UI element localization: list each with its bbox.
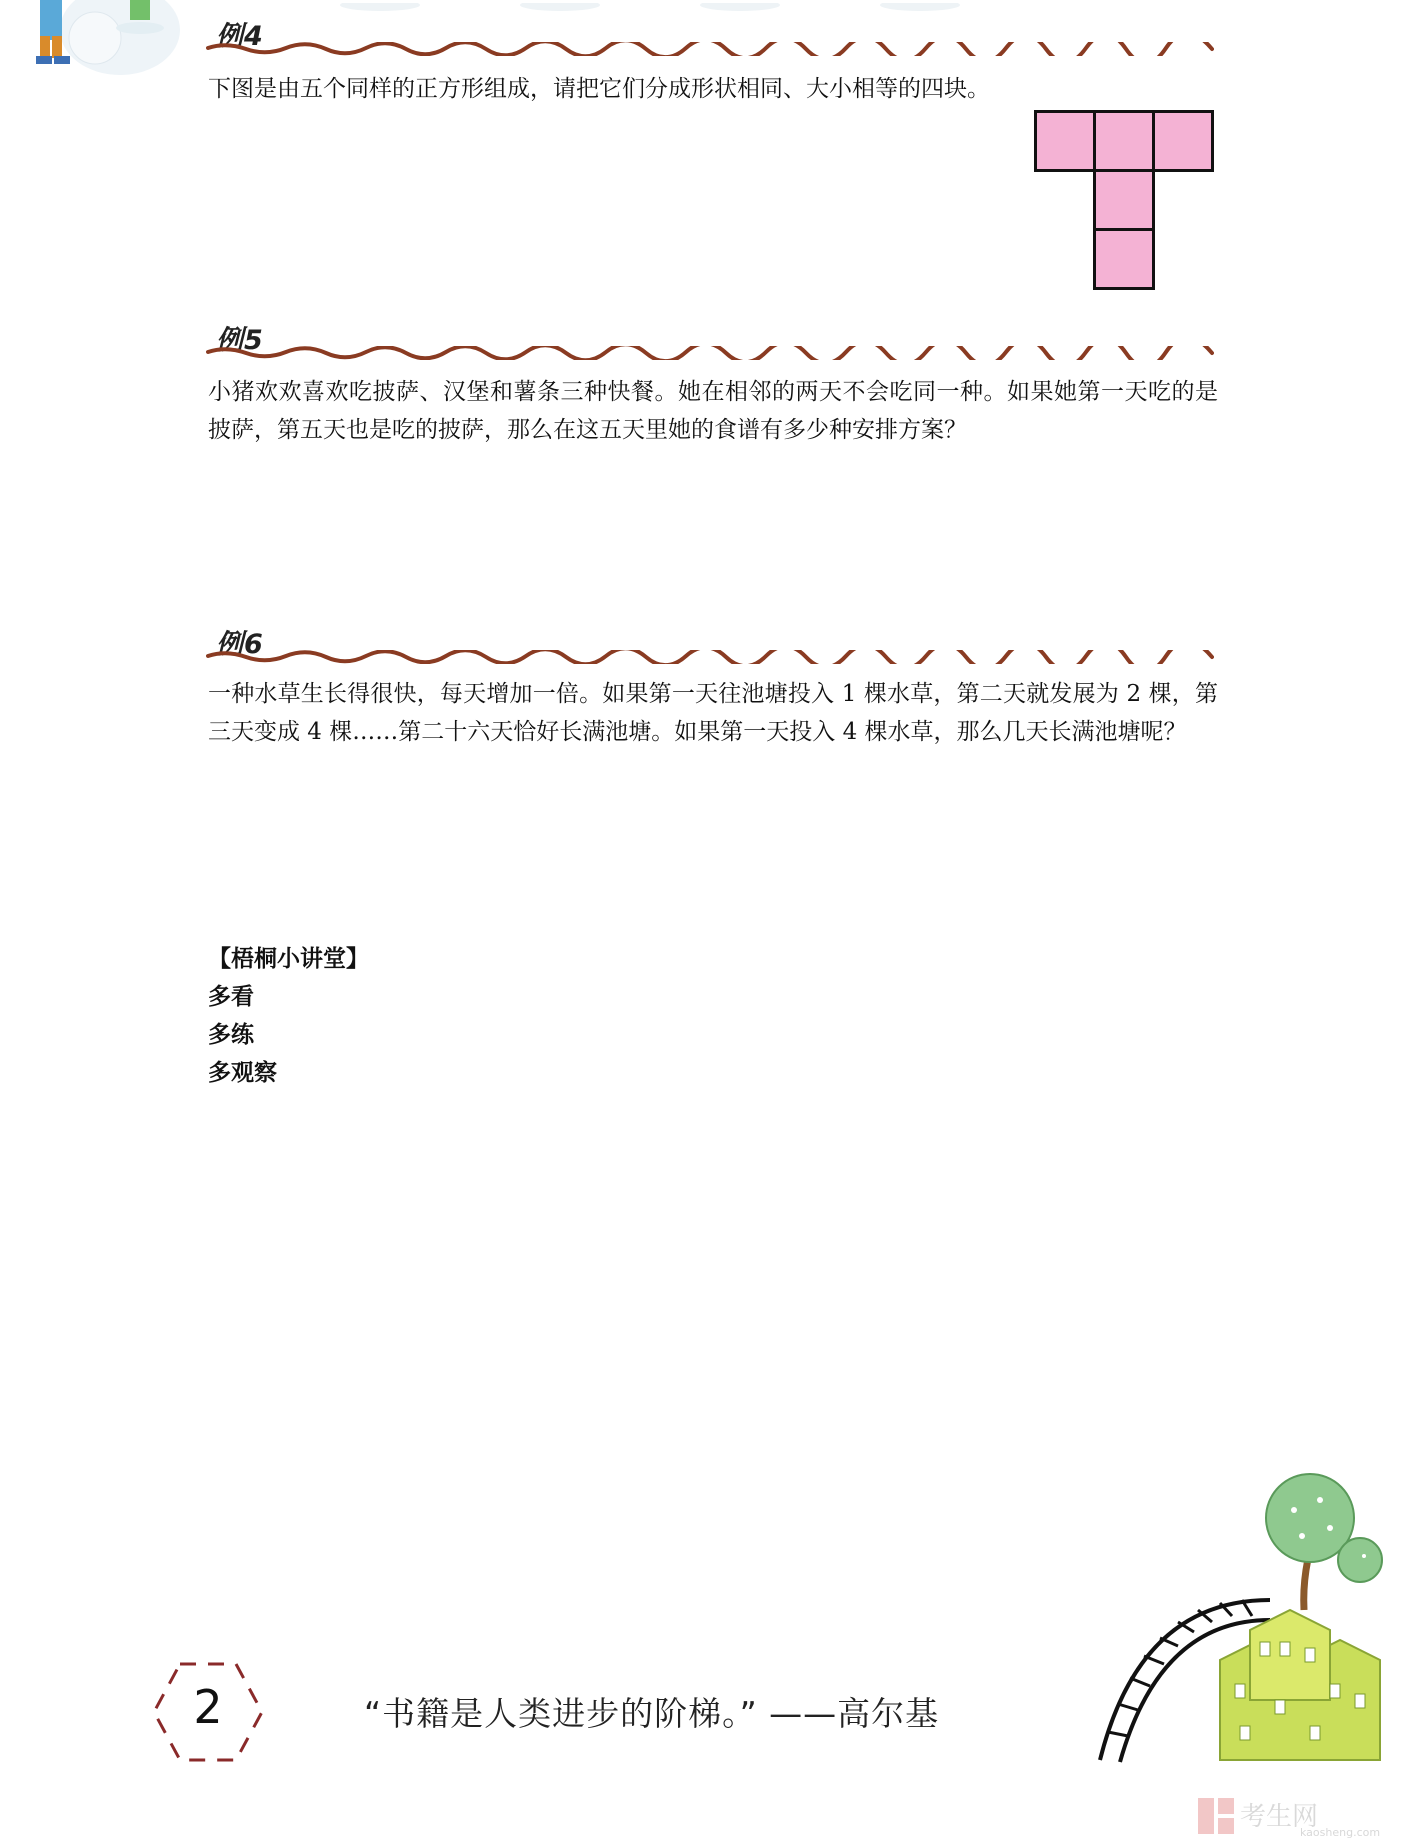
example-6-tag: 例6	[216, 629, 264, 660]
tips-title: 【梧桐小讲堂】	[208, 946, 369, 972]
watermark-logo-icon	[1198, 1798, 1236, 1834]
footer-quote: “书籍是人类进步的阶梯。” ——高尔基	[364, 1694, 940, 1733]
example-5-rule	[206, 346, 1214, 360]
tips-line: 多观察	[208, 1060, 277, 1086]
example-4-rule	[206, 42, 1214, 56]
tips-line: 多练	[208, 1022, 254, 1048]
example-6-text: 一种水草生长得很快，每天增加一倍。如果第一天往池塘投入 1 棵水草，第二天就发展为 2 棵，第三天变成 4 棵……第二十六天恰好长满池塘。如果第一天投入 4 棵水草，那么几天长满池塘呢？	[208, 681, 1218, 745]
tips-line: 多看	[208, 984, 254, 1010]
top-banner-decoration	[330, 0, 970, 12]
watermark-subtext: kaosheng.com	[1300, 1826, 1381, 1839]
page-number: 2	[193, 1680, 223, 1734]
t-shape-figure	[1034, 110, 1214, 290]
square-top-left	[1034, 110, 1096, 172]
watermark-text: 考生网	[1240, 1802, 1319, 1832]
example-5-tag: 例5	[216, 325, 264, 356]
square-middle	[1093, 169, 1155, 231]
square-top-right	[1152, 110, 1214, 172]
tips-section	[208, 940, 369, 1092]
kids-snowman-illustration	[0, 0, 200, 80]
square-bottom	[1093, 228, 1155, 290]
example-5-text: 小猪欢欢喜欢吃披萨、汉堡和薯条三种快餐。她在相邻的两天不会吃同一种。如果她第一天吃的是披萨，第五天也是吃的披萨，那么在这五天里她的食谱有多少种安排方案？	[208, 379, 1218, 443]
example-4-text: 下图是由五个同样的正方形组成，请把它们分成形状相同、大小相等的四块。	[208, 76, 990, 102]
example-4-tag: 例4	[216, 21, 264, 52]
square-top-middle	[1093, 110, 1155, 172]
example-6-rule	[206, 650, 1214, 664]
tree-building-illustration	[1080, 1470, 1400, 1770]
